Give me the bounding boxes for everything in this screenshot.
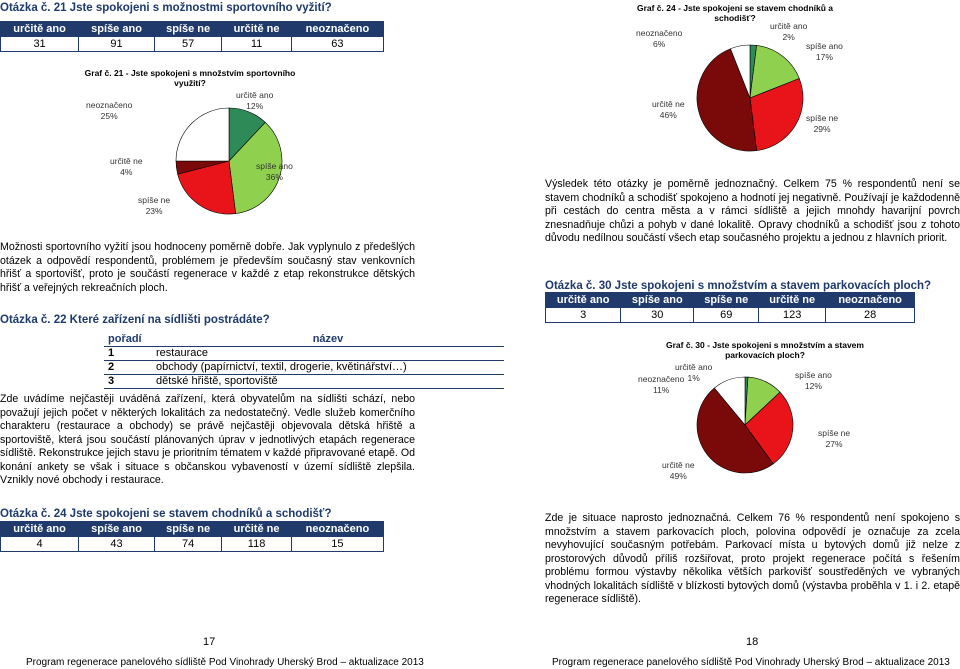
paragraph-sport: Možnosti sportovního vyžití jsou hodnoceny poměrně dobře. Jak vyplynulo z předešlých otázek a odpovědí respondentů, problémem je především současný stav venkovních hřišť a sportovišť, proto je součástí regenerace v každé z etap rekonstrukce dětských hřišť a veřejných rekreačních ploch. (0, 241, 415, 294)
table-header: spíše ano (79, 22, 155, 37)
slice-label: spíše ne 29% (806, 113, 839, 134)
slice-label: určitě ne 4% (110, 156, 143, 177)
slice-label: spíše ano 12% (795, 370, 832, 391)
table-header: spíše ne (154, 22, 221, 37)
table-cell: 69 (694, 308, 759, 323)
paragraph-sidewalks: Výsledek této otázky je poměrně jednoznačný. Celkem 75 % respondentů není se stavem chodníků a schodišť spokojeno a hodnotí jej negativně. Používají je každodenně při cestách do centra města a v rámci sídliště a jejich mnohdy havarijní povrch znesnadňuje chůzi a pohyb v dané lokalitě. Opravy chodníků a schodišť jsou z tohoto důvodu nedílnou součástí všech etap současného projektu a jednou z hlavních priorit. (545, 178, 960, 244)
question-21-table (0, 21, 384, 52)
table-cell: obchody (papírnictví, textil, drogerie, květinářství…) (152, 361, 504, 375)
pie-chart (695, 43, 805, 153)
chart-title: Graf č. 30 - Jste spokojeni s množstvím a stavem parkovacích ploch? (666, 340, 864, 360)
table-cell: 63 (291, 37, 383, 52)
table-cell: 30 (621, 308, 694, 323)
table-cell: 57 (154, 37, 221, 52)
slice-label: neoznačeno 25% (86, 100, 133, 121)
table-header: určitě ano (1, 22, 79, 37)
table-header: určitě ano (546, 293, 621, 308)
chart-30 (640, 340, 920, 490)
chart-21 (70, 68, 390, 228)
chart-title: Graf č. 24 - Jste spokojeni se stavem chodníků a schodišť? (636, 3, 834, 23)
slice-label: spíše ne 23% (138, 195, 171, 216)
slice-label: spíše ne 27% (818, 428, 851, 449)
table-cell: 2 (104, 361, 152, 375)
table-cell: restaurace (152, 347, 504, 361)
slice-label: neoznačeno 6% (636, 28, 683, 49)
pie-chart (695, 375, 795, 475)
table-cell: dětské hřiště, sportoviště (152, 375, 504, 389)
slice-label: spíše ano 17% (806, 41, 843, 62)
question-21-title: Otázka č. 21 Jste spokojeni s možnostmi sportovního vyžití? (0, 2, 332, 14)
slice-label: neoznačeno 11% (638, 374, 685, 395)
table-cell: 123 (759, 308, 826, 323)
table-header: neoznačeno (291, 522, 383, 537)
slice-label: určitě ano 2% (770, 21, 808, 42)
table-header: název (312, 333, 344, 345)
table-header: spíše ano (621, 293, 694, 308)
question-24-table (0, 521, 384, 552)
slice-label: určitě ano 1% (675, 362, 713, 383)
facilities-table (104, 333, 504, 389)
table-header: neoznačeno (291, 22, 383, 37)
table-cell: 74 (154, 537, 221, 552)
table-header: určitě ne (222, 522, 292, 537)
question-24-title: Otázka č. 24 Jste spokojeni se stavem chodníků a schodišť? (0, 508, 332, 520)
table-cell: 11 (222, 37, 292, 52)
table-cell: 43 (79, 537, 155, 552)
table-header: spíše ne (154, 522, 221, 537)
table-cell: 28 (826, 308, 915, 323)
chart-24 (610, 3, 950, 163)
table-header: pořadí (108, 333, 142, 345)
table-header: neoznačeno (826, 293, 915, 308)
slice-label: spíše ano 36% (256, 161, 293, 182)
table-cell: 3 (546, 308, 621, 323)
question-30-table (545, 292, 915, 323)
table-cell: 15 (291, 537, 383, 552)
page-footer: Program regenerace panelového sídliště Pod Vinohrady Uherský Brod – aktualizace 2013 (552, 657, 950, 668)
table-cell: 4 (1, 537, 79, 552)
paragraph-facilities: Zde uvádíme nejčastěji uváděná zařízení, která obyvatelům na sídlišti schází, nebo považují jejich počet v některých lokalitách za nedostatečný. Vedle služeb komerčního charakteru (restaurace a obchody) se právě nejčastěji objevovala dětská hřiště a sportoviště, která jsou součástí plánovaných úprav v jednotlivých etapách regenerace sídliště. Rekonstrukce jejich stavu je prioritním tématem v každé připravované etapě. Od konání ankety se však i situace s občanskou vybaveností v území sídliště zlepšila. Vznikly nové obchody i restaurace. (0, 393, 415, 486)
question-30-title: Otázka č. 30 Jste spokojeni s množstvím a stavem parkovacích ploch? (545, 280, 932, 292)
pie-slice-4 (176, 108, 229, 161)
slice-label: určitě ne 46% (652, 99, 685, 120)
table-header: určitě ne (759, 293, 826, 308)
paragraph-parking: Zde je situace naprosto jednoznačná. Celkem 76 % respondentů není spokojeno s množstvím a stavem parkovacích ploch, polovina odpovědí je označuje za zcela nevyhovující současným potřebám. Parkovací místa u bytových domů již nelze z prostorových důvodů příliš rozšiřovat, proto projekt regenerace počítá s řešením problému formou výstavby několika větších parkovišť soustředěných ve vybraných vhodných lokalitách sídliště v blízkosti bytových domů (výstavba proběhla v 1. i 2. etapě regenerace sídliště). (545, 512, 960, 605)
table-cell: 1 (104, 347, 152, 361)
table-cell: 91 (79, 37, 155, 52)
table-header: spíše ano (79, 522, 155, 537)
table-header: spíše ne (694, 293, 759, 308)
question-22-title: Otázka č. 22 Které zařízení na sídlišti postrádáte? (0, 314, 270, 326)
slice-label: určitě ano 12% (236, 90, 274, 111)
page-number: 18 (746, 636, 759, 648)
page-footer: Program regenerace panelového sídliště Pod Vinohrady Uherský Brod – aktualizace 2013 (26, 657, 424, 668)
table-cell: 118 (222, 537, 292, 552)
table-cell: 31 (1, 37, 79, 52)
table-header: určitě ne (222, 22, 292, 37)
chart-title: Graf č. 21 - Jste spokojeni s množstvím sportovního využití? (84, 68, 296, 88)
table-cell: 3 (104, 375, 152, 389)
slice-label: určitě ne 49% (662, 460, 695, 481)
table-header: určitě ano (1, 522, 79, 537)
page-number: 17 (203, 636, 216, 648)
